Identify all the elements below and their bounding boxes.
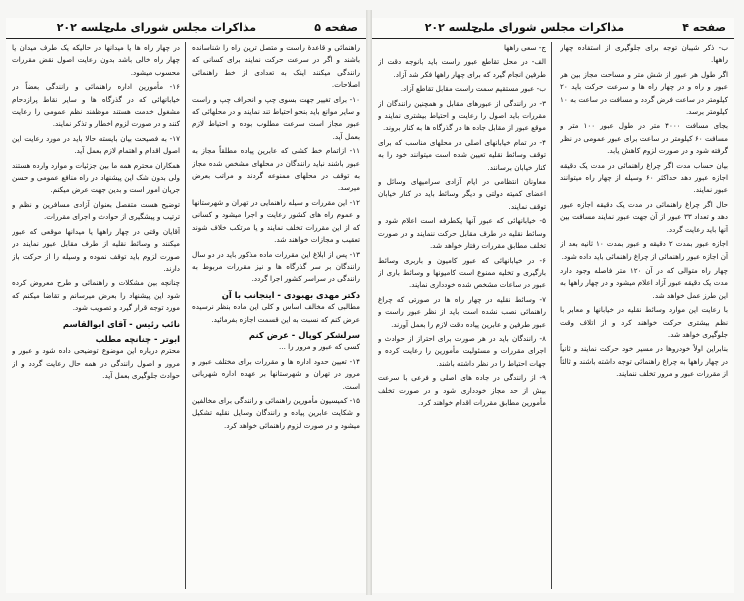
- page-header: [6, 18, 366, 39]
- paragraph: ۱۶- مأمورین اداره راهنمائی و رانندگی بعضاً در خیابانهائی که در گذرگاه ها و سایر نقاط پرازدحام مشغول خدمت هستند موظفند نظم عمومی را رعایت کنند و در صورت لزوم اخطار و تذکر نمایند.: [12, 82, 180, 129]
- paragraph: ۶- در خیابانهائی که عبور کامیون و باربری وسائط بارگیری و تخلیه ممنوع است کامیونها و وسائط باری از عبور در ساعات مشخص شده خودداری نمایند.: [378, 255, 546, 290]
- speaker-name: دکتر مهدی بهبودی - اینجانب با آن: [221, 289, 360, 300]
- paragraph: اگر طول هر عبور از شش متر و مساحت مجاز بین هر عبور و راه و در چهار راه ها و سرعت حرکت باید ۲۰ کیلومتر در ساعت فرض گردد و مسافت در ساعت به ۱۰ کیلومتر برسد.: [560, 69, 728, 117]
- paragraph: بجای مسافت ۴۰۰۰ متر در طول عبور ۱۰۰ متر و مسافت ۶۰ کیلومتر در ساعت برای عبور عمومی در نظر گرفته شود و در صورت لزوم کاهش یابد.: [560, 121, 728, 156]
- paragraph: ۹- از رانندگی در جاده های اصلی و فرعی با سرعت بیش از حد مجاز خودداری شود و در صورت تخلف مأمورین مطابق مقررات اقدام خواهند کرد.: [378, 373, 546, 407]
- paragraph: ۱۴- تعیین حدود اداره ها و مقررات برای مختلف عبور و مرور در تهران و شهرستانها بر عهده اداره شهربانی است.: [192, 356, 360, 391]
- paragraph: ب- ذکر شیبان توجه برای جلوگیری از استفاده چهار راهها.: [560, 43, 728, 65]
- paragraph: چنانچه بین مشکلات و راهنمائی و طرح معروض کرده شود این پیشنهاد را بعرض میرسانم و تقاضا میکنم که مورد توجه قرار گیرد و تصویب شود.: [12, 278, 180, 313]
- paragraph: بنابراین اولاً خودروها در مسیر خود حرکت نمایند و ثانیاً در چهار راهها به چراغ راهنمائی توجه داشته باشند و ثالثاً از مقررات عبور و مرور تخلف ننمایند.: [560, 344, 728, 379]
- paragraph: ۱۱- ازاتمام خط کشی که عابرین پیاده مطلقاً مجاز به عبور باشند نباید رانندگان در محلهای مشخص شده مجاز به توقف در محلهای ممنوعه گردند و مراتب بعرض میرسد.: [192, 146, 360, 193]
- text-column-left: [12, 42, 180, 593]
- text-column-right: [560, 42, 728, 593]
- speaker-name: ابوتر - چنانچه مطلب: [95, 333, 180, 344]
- paragraph: ۱۵- کمیسیون مأمورین راهنمائی و رانندگی برای مخالفین و شکایت عابرین پیاده و رانندگان وسایل نقلیه تشکیل میشود و در صورت لزوم راهنمائی خواهد کرد.: [192, 395, 360, 430]
- paragraph: بیان حساب مدت اگر چراغ راهنمائی در مدت یک دقیقه اجازه عبور دهد حداکثر ۶۰ وسیله از چهار راه میتوانند عبور نمایند.: [560, 160, 728, 195]
- paragraph: همکاران محترم همه ما بین جزئیات و موارد وارده هستند ولی بدون شک این پیشنهاد در راه منافع عمومی و حسن جریان امور است و بدین جهت عرض میکنم.: [12, 160, 180, 195]
- paragraph: الف- در محل تقاطع عبور راست باید بانوجه دقت از طرفین انجام گیرد که برای چهار راهها فکر شد آزاد.: [378, 57, 546, 79]
- paragraph: ۸- رانندگان باید در هر صورت برای احتراز از حوادث و اجرای مقررات و مسئولیت مأمورین را رعایت کرده و جهات احتیاط را در نظر داشته باشند.: [378, 333, 546, 368]
- paragraph: ۷- وسائط نقلیه در چهار راه ها در صورتی که چراغ راهنمائی نصب نشده است باید از نظر عبور راست و عبور طرفین و عابرین پیاده دقت لازم را بعمل آورند.: [378, 294, 546, 329]
- paragraph: آقایان وقتی در چهار راهها یا میدانها موقعی که عبور میکنند و وسائط نقلیه از طرف مقابل عبور نمایند در صورت لزوم باید توقف نموده و وسیله را از حرکت باز دارند.: [12, 226, 180, 273]
- paragraph: راهنمائی و قاعدهٔ راست و متصل ترین راه را شناسانده باشند و اگر در سرعت حرکت نمایند برای کسانی که رانندگی میکنند اینک به تعدادی از خط راهنمائی اصلاحات.: [192, 43, 360, 90]
- page-header: [372, 18, 734, 39]
- paragraph: اجازه عبور بمدت ۲ دقیقه و عبور بمدت ۱۰ ثانیه بعد از آن اجازه عبور راهنمائی از چراغ راهنمائی باید داده شود.: [560, 239, 728, 261]
- paragraph: معاونان انتظامی در ایام آزادی سرامیهای وسائل و اعضای کمیته دولتی و دیگر وسائط باید در کنار خیابان توقف نمایند.: [378, 177, 546, 211]
- speaker-name: سرلشکر کوپال - عرض کنم: [248, 329, 360, 340]
- session-number: جلسه ۲۰۲: [56, 21, 111, 34]
- page-number: صفحه ۴: [682, 21, 726, 34]
- paragraph: در چهار راه ها یا میدانها در حالیکه یک طرف میدان یا چهار راه خالی باشد بدون رعایت اصول نقض مقررات محسوب میشود.: [12, 43, 180, 77]
- text-column-right: [192, 42, 360, 593]
- column-rule: [551, 42, 552, 589]
- paragraph: ۵- خیابانهائی که عبور آنها یکطرفه است اعلام شود و وسائط نقلیه در طرف مقابل حرکت ننمایند و در صورت تخلف مطابق مقررات رفتار خواهد شد.: [378, 216, 546, 251]
- journal-title: مذاکرات مجلس شورای ملی: [472, 21, 624, 34]
- paragraph: ۱۰- برای تغییر جهت بسوی چپ و انحراف چپ و راست و سایر موانع باید بنحو احتیاط تند نمایند و در محلهائی که عبور مجاز است سرعت مطلوب بوده و احتیاط لازم بعمل آید.: [192, 94, 360, 141]
- paragraph: ۱۷- به فصیحت بیان بایسته حالا باید در مورد رعایت این اصول اقدام و اهتمام لازم بعمل آید.: [12, 133, 180, 156]
- speaker-name: نائب رئیس - آقای ابوالقاسم: [62, 318, 180, 329]
- journal-title: مذاکرات مجلس شورای ملی: [104, 21, 256, 34]
- paragraph: ج- سعی راهها: [503, 43, 546, 52]
- page-4: [372, 18, 734, 593]
- paragraph: حال اگر چراغ راهنمائی در مدت یک دقیقه اجازه عبور دهد و تعداد ۳۳ عبور از آن جهت عبور نمایند مسافت بین آنها باید رعایت گردد.: [560, 199, 728, 234]
- session-number: جلسه ۲۰۲: [424, 21, 479, 34]
- page-number: صفحه ۵: [314, 21, 358, 34]
- paragraph: ۱۲- این مقررات و سیله راهنمایی در تهران و شهرستانها و عموم راه های کشور رعایت و اجرا میشود و کسانی که از این مقررات تخلف نمایند و یا مرتکب خلاف شوند تعقیب و مجازات خواهند شد.: [192, 197, 360, 245]
- paragraph: چهار راه متوالی که در آن ۱۲۰ متر فاصله وجود دارد مدت یک دقیقه عبور آزاد اعلام میشود و در چهار راهها به این طرز عمل خواهد شد.: [560, 265, 728, 300]
- paragraph: کسی که عبور و مرور را ...: [279, 342, 360, 352]
- paragraph: ۱۳- پس از ابلاغ این مقررات ماده مذکور باید در دو سال رانندگان بر سر گذرگاه ها و نیز مقررات مربوط به رانندگی در سراسر کشور اجرا گردد.: [192, 249, 360, 284]
- paragraph: توضیح هست متفصل بعنوان آزادی مسافرین و نظم و ترتیب و پیشگیری از حوادث و اجرای مقررات.: [12, 199, 180, 222]
- paragraph: با رعایت این موارد وسائط نقلیه در خیابانها و معابر با نظم بیشتری حرکت خواهند کرد و از اتلاف وقت جلوگیری خواهد شد.: [560, 305, 728, 339]
- paragraph: ۴- در تمام خیابانهای اصلی در محلهای مناسب که برای توقف وسائط نقلیه تعیین شده است میتوانند خود را به کنار خیابان برسانند.: [378, 137, 546, 172]
- paragraph: محترم درباره این موضوع توضیحی داده شود و عبور و مرور و اصول رانندگی در همه حال رعایت گردد و از حوادث جلوگیری بعمل آید.: [12, 346, 180, 381]
- paragraph: ب- عبور مستقیم سمت راست مقابل تقاطع آزاد.: [400, 84, 546, 94]
- column-rule: [185, 42, 186, 589]
- paragraph: ۳- در رانندگی از عبورهای مقابل و همچنین رانندگان از مقررات باید اصول را رعایت و احتیاط بیشتری نمایند و موقع عبور از مقابل جاده ها در گذرگاه ها به کنار بروند.: [378, 98, 546, 133]
- page-5: [6, 18, 366, 593]
- text-column-left: [378, 42, 546, 593]
- paragraph: مطالبی که مخالف اساس و کلی این ماده بنظر نرسیده عرض کنم که نسبت به این قسمت اجازه بفرمائید.: [192, 302, 360, 324]
